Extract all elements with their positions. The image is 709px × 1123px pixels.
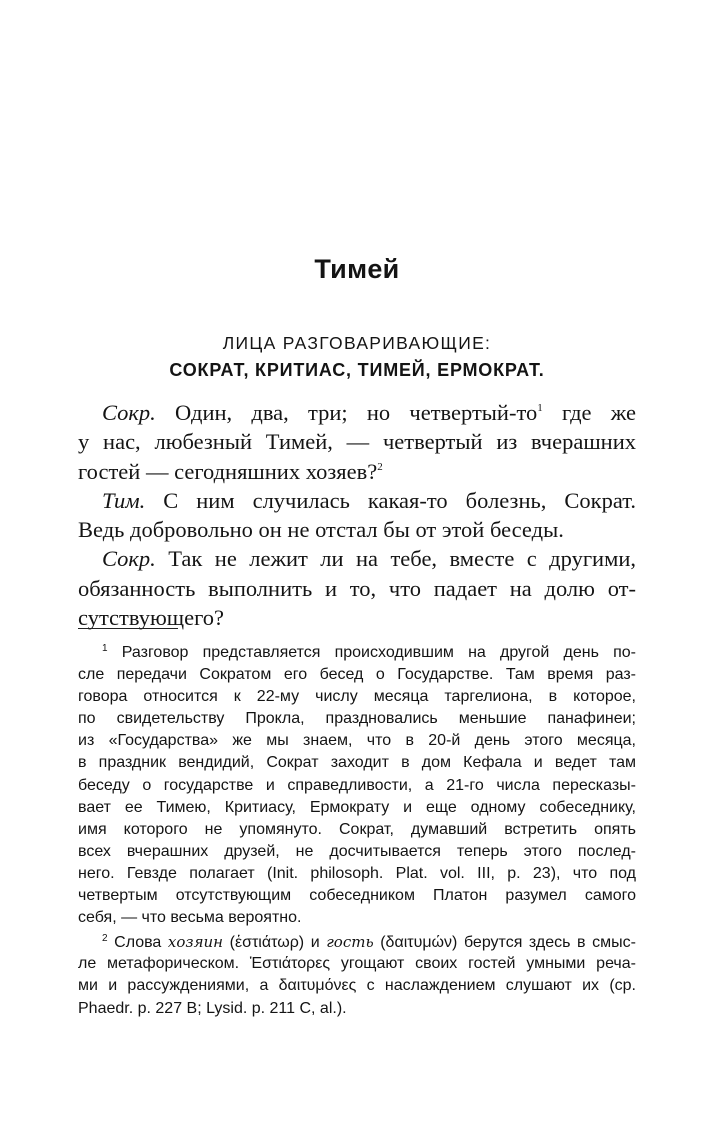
dialogue-line: у нас, любезный Тимей, — четвертый из вчерашних xyxy=(78,429,636,455)
dialogue-line xyxy=(78,457,636,486)
footnote-line: по свидетельству Прокла, праздновались меньшие панафинеи; xyxy=(78,710,636,728)
dialogue-line xyxy=(78,486,636,515)
footnote-line: четвертым отсутствующим собеседником Платон разумел самого xyxy=(78,887,636,905)
footnote-line: него. Гевзде полагает (Init. philosoph. Plat. vol. III, p. 23), что под xyxy=(78,864,636,882)
speaker-label: Сокр. xyxy=(102,546,156,572)
footnotes xyxy=(78,642,636,1020)
speaker-label: Тим. xyxy=(102,487,146,513)
footnote-line: говора относится к 22-му числу месяца таргелиона, в которое, xyxy=(78,688,636,706)
footnote-line: вает ее Тимею, Критиасу, Ермократу и еще одному собеседнику, xyxy=(78,798,636,816)
footnote-marker: 2 xyxy=(102,933,108,945)
dialogue-line: Ведь добровольно он не отстал бы от этой беседы. xyxy=(78,517,564,543)
dialogue-fragment: гостей — сегодняшних хозяев? xyxy=(78,458,378,484)
footnote-fragment: Слова xyxy=(114,934,162,952)
footnote-line xyxy=(78,642,636,664)
footnote-line: беседу о государстве и справедливости, а 21-го числа пересказы- xyxy=(78,776,636,794)
footnote-line: всех вчерашних друзей, не досчитывается теперь этого послед- xyxy=(78,842,636,860)
footnote-fragment: и xyxy=(310,934,320,952)
greek-term: (δαιτυμών) xyxy=(380,934,458,952)
footnote-line: имя которого не упомянуто. Сократ, думавший встретить опять xyxy=(78,820,636,838)
footnote-ref[interactable]: 1 xyxy=(537,402,543,414)
persons-heading: ЛИЦА РАЗГОВАРИВАЮЩИЕ: xyxy=(222,333,492,353)
persons-names: СОКРАТ, КРИТИАС, ТИМЕЙ, ЕРМОКРАТ. xyxy=(169,360,545,380)
footnote-line: из «Государства» же мы знаем, что в 20-й день этого месяца, xyxy=(78,732,636,750)
term-guest: гость xyxy=(326,933,374,952)
footnote-fragment: угощают своих гостей умными реча- xyxy=(340,955,636,973)
dialogue-line: обязанность выполнить и то, что падает на долю от- xyxy=(78,575,636,601)
dialogue-line xyxy=(78,398,636,427)
term-host: хозяин xyxy=(167,933,224,952)
greek-term: Ἑστιάτορες xyxy=(249,955,331,973)
footnote-line: Phaedr. p. 227 B; Lysid. p. 211 C, al.). xyxy=(78,999,347,1017)
dialogue-line: сутствующего? xyxy=(78,605,224,631)
footnote-line: сле передачи Сократом его бесед о Государстве. Там время раз- xyxy=(78,666,636,684)
footnote-fragment: ле метафорическом. xyxy=(78,955,240,973)
footnote-divider xyxy=(78,628,178,629)
footnote-line: в праздник вендидий, Сократ заходит в дом Кефала и ведет там xyxy=(78,754,636,772)
footnote-line: себя, — что весьма вероятно. xyxy=(78,909,302,927)
greek-term: δαιτυμόνες xyxy=(278,977,357,995)
speaker-label: Сокр. xyxy=(102,400,156,425)
footnote-ref[interactable]: 2 xyxy=(377,460,383,473)
dialogue-text xyxy=(78,398,636,632)
footnote-fragment: Разговор представляется происходившим на другой день по- xyxy=(121,644,637,661)
footnote-marker: 1 xyxy=(102,643,108,654)
footnote-line xyxy=(78,953,636,975)
footnote-line xyxy=(78,975,636,997)
page-title: Тимей xyxy=(314,254,400,284)
footnote-line xyxy=(78,931,636,953)
dialogue-fragment: где же xyxy=(561,400,636,425)
footnote-fragment: с наслаждением слушают их (ср. xyxy=(366,977,636,995)
dialogue-line xyxy=(78,544,636,573)
footnote-fragment: ми и рассуждениями, а xyxy=(78,977,269,995)
dialogue-fragment: Один, два, три; но четвертый-то xyxy=(175,400,538,425)
dialogue-fragment: С ним случилась какая-то болезнь, Сократ. xyxy=(163,487,636,513)
footnote-fragment: берутся здесь в смыс- xyxy=(463,934,636,952)
greek-term: (ἑστιάτωρ) xyxy=(229,934,305,952)
dialogue-fragment: Так не лежит ли на тебе, вместе с другими, xyxy=(168,546,636,572)
